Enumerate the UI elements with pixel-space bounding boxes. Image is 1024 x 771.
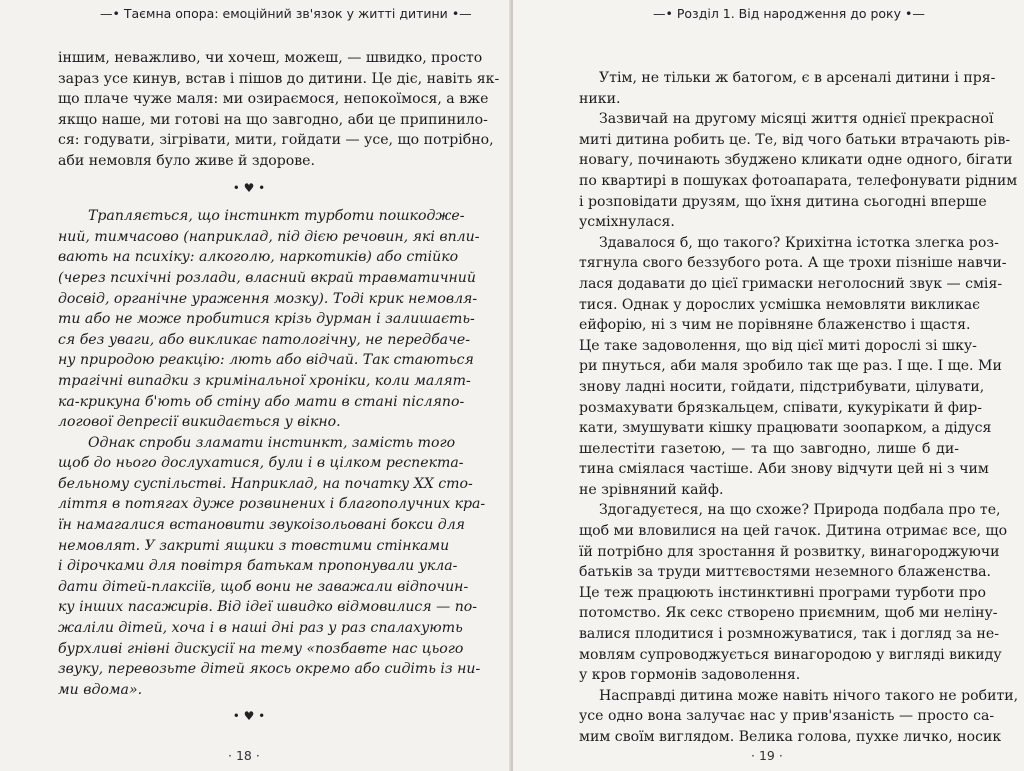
- text-line: у кров гормонів задоволення.: [579, 667, 801, 684]
- text-line: усе одно вона залучає нас у прив'язаність — просто са-: [579, 708, 995, 725]
- right-paragraph-1: [579, 68, 996, 109]
- text-line: жаліли дітей, хоча і в наші дні раз у раз спалахують: [58, 620, 463, 637]
- text-line: ліття в потягах дуже розвинених і благополучних кра-: [58, 496, 486, 513]
- text-line: ми вдома».: [58, 681, 143, 698]
- left-page-number: · 18 ·: [228, 748, 260, 763]
- text-line: ся без уваги, або викликає патологічну, не передбачe-: [58, 331, 470, 348]
- right-running-head: —• Розділ 1. Від народження до року •—: [653, 6, 925, 21]
- right-page-text: [579, 68, 1019, 748]
- text-line: вають на психіку: алкоголю, наркотиків) або стійко: [58, 249, 459, 266]
- text-line: тина сміялася частіше. Аби знову відчути цей ні з чим: [579, 461, 989, 478]
- text-line: що плаче чуже маля: ми озираємося, непокоїмося, а вже: [58, 91, 489, 108]
- text-line: Насправді дитина може навіть нічого такого не робити,: [599, 687, 1019, 704]
- text-line: мовлям супроводжується винагородою у вигляді викиду: [579, 646, 1002, 663]
- text-line: ри пнуться, аби маля зробило так ще раз. І ще. І ще. Ми: [579, 358, 1002, 375]
- text-line: бурхливі гнівні дискусії на тему «позбавте нас цього: [58, 640, 464, 657]
- text-line: бельному суспільстві. Наприклад, на початку XX сто-: [58, 475, 473, 492]
- left-page-text: [58, 48, 500, 735]
- text-line: ка-крикуна б'ють об стіну або мати в стані післяпо-: [58, 393, 465, 410]
- text-line: Однак спроби зламати інстинкт, замість того: [88, 434, 456, 451]
- text-line: ся: годувати, зігрівати, мити, гойдати — усе, що потрібно,: [58, 132, 494, 149]
- text-line: Зазвичай на другому місяці життя однієї прекрасної: [599, 111, 994, 128]
- text-line: (через психічні розлади, власний вкрай травматичний: [58, 269, 476, 286]
- text-line: Це таке задоволення, що від цієї миті дорослі зі шку-: [579, 337, 977, 354]
- text-line: ну природою реакцію: лють або відчай. Так стаються: [58, 352, 474, 369]
- left-running-head: —• Таємна опора: емоційний зв'язок у житті дитини •—: [100, 6, 472, 21]
- text-line: звуку, перевозьте дітей якось окремо або сидіть із ни-: [58, 661, 481, 678]
- text-line: мим своїм виглядом. Велика голова, пухке личко, носик: [579, 729, 1002, 745]
- text-line: зараз усе кинув, встав і пішов до дитини. Це діє, навіть як-: [58, 70, 500, 87]
- text-line: дати дітей-плаксіїв, щоб вони не заважали відпочин-: [58, 578, 469, 595]
- text-line: кати, змушувати кішку працювати зоопарком, а дідуся: [579, 420, 992, 437]
- left-paragraph-3: [58, 433, 486, 701]
- text-line: ники.: [579, 90, 621, 107]
- text-line: Здавалося б, що такого? Крихітна істотка злегка роз-: [599, 234, 999, 251]
- text-line: лася додавати до цієї гримаски неголосний звук — смія-: [579, 275, 1003, 292]
- text-line: Утім, не тільки ж батогом, є в арсеналі дитини і пря-: [599, 70, 996, 86]
- text-line: Це теж працюють інстинктивні програми турботи про: [579, 584, 986, 601]
- text-line: ти або не може пробитися крізь дурман і залишаєть-: [58, 311, 475, 328]
- text-line: логової депресії викидається у вікно.: [58, 414, 341, 431]
- text-line: знову ладні носити, гойдати, підстрибувати, цілувати,: [579, 378, 985, 395]
- section-divider: • ♥ •: [232, 180, 266, 195]
- text-line: і розповідати друзям, що їхня дитина сьогодні вперше: [579, 193, 987, 210]
- left-paragraph-2: [58, 206, 480, 433]
- text-line: трагічні випадки з кримінальної хроніки, коли малят-: [58, 372, 471, 389]
- right-paragraph-2: [579, 109, 1018, 233]
- right-page-number: · 19 ·: [751, 748, 783, 763]
- text-line: миті дитина робить це. Те, від чого батьки втрачають рів-: [579, 131, 1011, 148]
- text-line: їй потрібно для зростання й розвитку, винагороджуючи: [579, 543, 1000, 560]
- left-paragraph-1: [58, 48, 500, 172]
- text-line: валися плодитися і розмножуватися, так і догляд за не-: [579, 626, 999, 643]
- text-line: їн намагалися встановити звукоізольовані бокси для: [58, 517, 466, 534]
- text-line: батьків за труди миттєвостями неземного блаженства.: [579, 564, 992, 581]
- text-line: аби немовля було живе й здорове.: [58, 152, 315, 169]
- text-line: не зрівняний кайф.: [579, 481, 724, 498]
- text-line: по квартирі в пошуках фотоапарата, телефонувати рідним: [579, 172, 1018, 189]
- text-line: іншим, неважливо, чи хочеш, можеш, — швидко, просто: [58, 50, 483, 66]
- text-line: Здогадуєтеся, на що схоже? Природа подбала про те,: [599, 502, 1001, 519]
- text-line: щоб до нього дослухатися, були і в цілком респекта-: [58, 455, 464, 472]
- right-paragraph-3: [579, 233, 1007, 501]
- text-line: усміхнулася.: [579, 214, 675, 231]
- right-paragraph-5: [579, 686, 1019, 748]
- left-page: [0, 0, 511, 771]
- section-divider-bottom: • ♥ •: [232, 709, 266, 724]
- text-line: тися. Однак у дорослих усмішка немовляти викликає: [579, 296, 981, 313]
- text-line: ний, тимчасово (наприклад, під дією речовин, які впли-: [58, 228, 480, 245]
- text-line: розмахувати брязкальцем, співати, кукурікати й фир-: [579, 399, 983, 416]
- text-line: ейфорію, ні з чим не порівняне блаженство і щастя.: [579, 317, 971, 334]
- text-line: потомство. Як секс створено приємним, щоб ми неліну-: [579, 605, 998, 622]
- text-line: якщо наше, ми готові на що завгодно, аби це припинило-: [58, 111, 488, 128]
- text-line: щоб ми вловилися на цей гачок. Дитина отримає все, що: [579, 523, 1008, 540]
- text-line: тягнула свого беззубого рота. А ще трохи пізніше навчи-: [579, 255, 1007, 272]
- text-line: шелестіти газетою, — та що завгодно, лише б ди-: [579, 440, 959, 457]
- right-paragraph-4: [579, 500, 1008, 685]
- text-line: і дірочками для повітря батькам пропонували укла-: [58, 558, 458, 575]
- text-line: немовлят. У закриті ящики з товстими стінками: [58, 537, 450, 554]
- text-line: ку інших пасажирів. Від ідеї швидко відмовилися — по-: [58, 599, 478, 616]
- text-line: новагу, починають збуджено кликати одне одного, бігати: [579, 152, 1013, 169]
- text-line: Трапляється, що інстинкт турботи пошкоджe-: [88, 208, 465, 225]
- text-line: досвід, органічне ураження мозку). Тоді крик немовля-: [58, 290, 478, 307]
- right-page: [513, 0, 1024, 771]
